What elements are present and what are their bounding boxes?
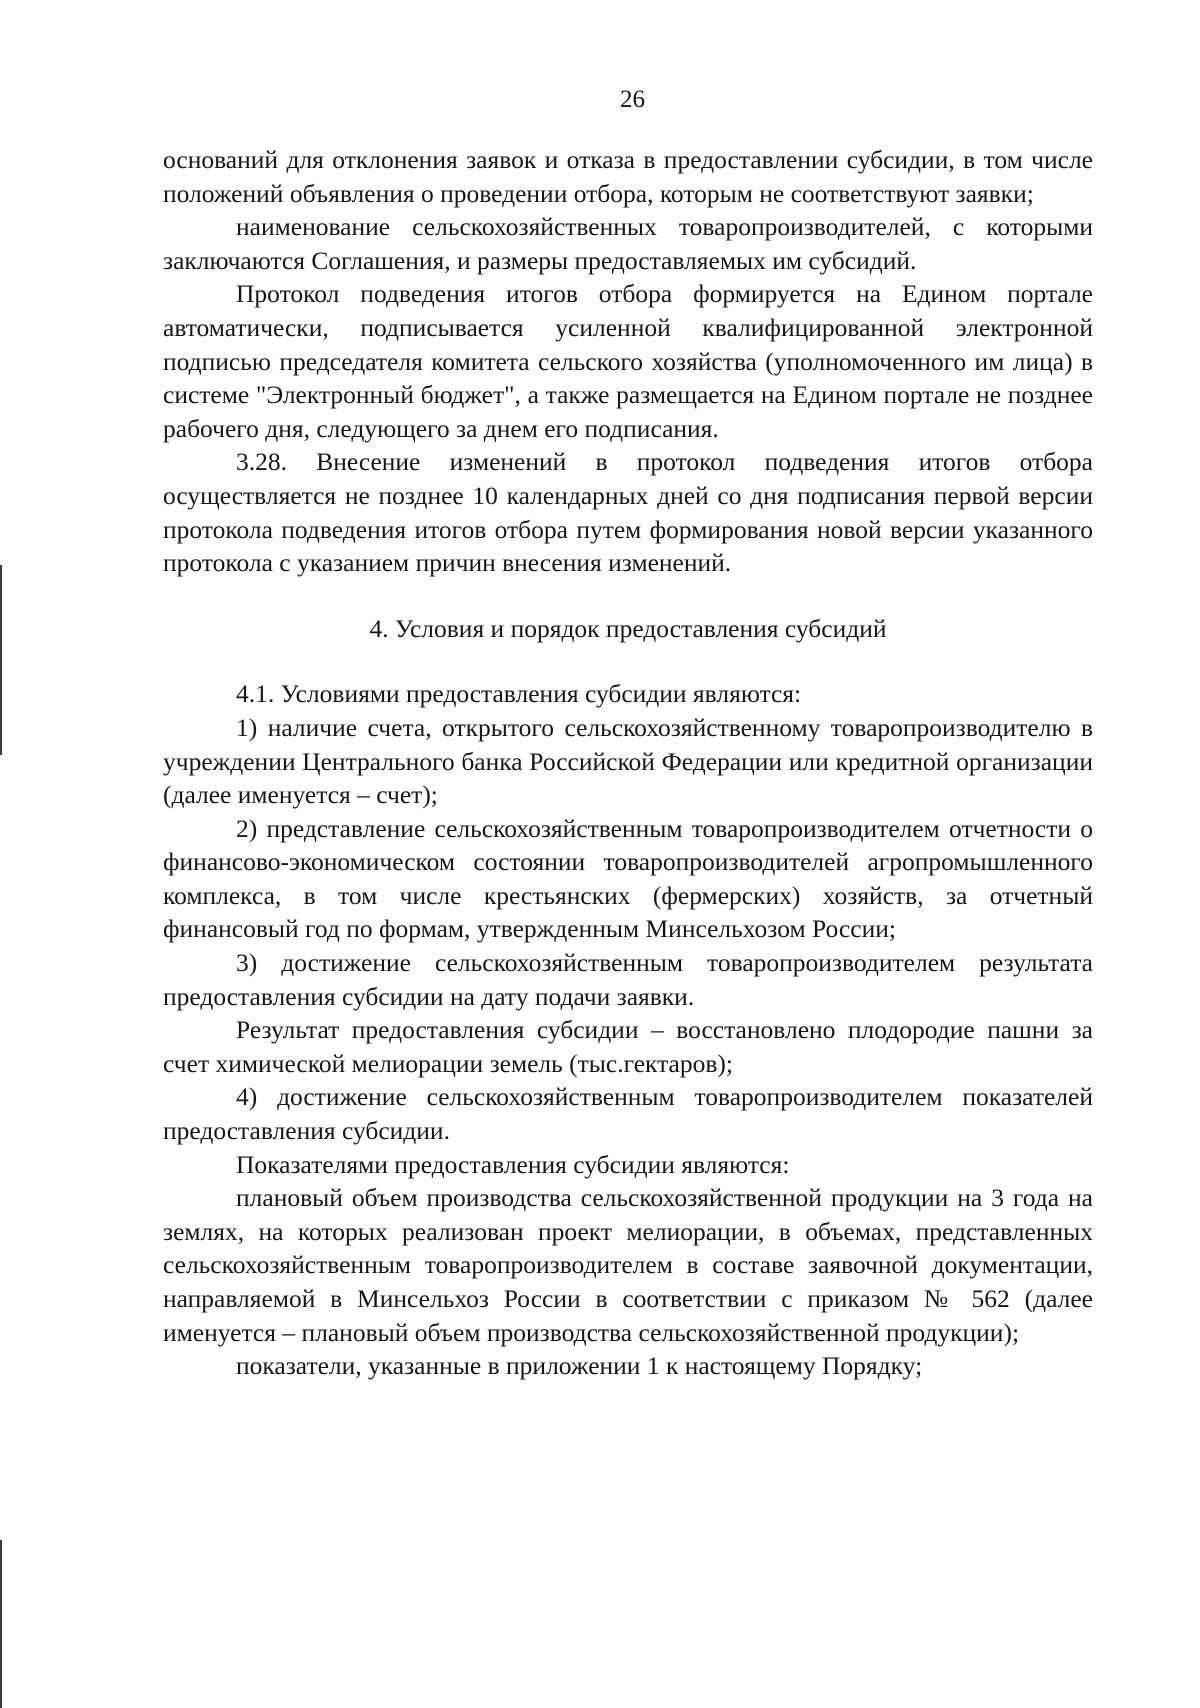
- page-number: 26: [620, 86, 645, 113]
- paragraph-condition-1: 1) наличие счета, открытого сельскохозяйственному товаропроизводителю в учреждении Центрального банка Российской Федерации или кредитной организации (далее именуется – счет);: [163, 712, 1093, 810]
- paragraph-result: Результат предоставления субсидии – восстановлено плодородие пашни за счет химической мелиорации земель (тыс.гектаров);: [163, 1015, 1093, 1078]
- paragraph-grounds: оснований для отклонения заявок и отказа в предоставлении субсидии, в том числе положений объявления о проведении отбора, которым не соответствуют заявки;: [163, 145, 1093, 208]
- paragraph-protocol: Протокол подведения итогов отбора формируется на Едином портале автоматически, подписывается усиленной квалифицированной электронной подписью председателя комитета сельского хозяйства (уполномоченного им лица) в системе "Электронный бюджет", а также размещается на Едином портале не позднее рабочего дня, следующего за днем его подписания.: [163, 279, 1093, 443]
- document-body: [163, 143, 1093, 1383]
- paragraph-indicators-intro: Показателями предоставления субсидии являются:: [236, 1149, 790, 1179]
- paragraph-4-1: 4.1. Условиями предоставления субсидии являются:: [236, 679, 802, 709]
- paragraph-condition-3: 3) достижение сельскохозяйственным товаропроизводителем результата предоставления субсидии на дату подачи заявки.: [163, 948, 1093, 1011]
- paragraph-planned-volume: плановый объем производства сельскохозяйственной продукции на 3 года на землях, на которых реализован проект мелиорации, в объемах, представленных сельскохозяйственным товаропроизводителем в составе заявочной документации, направляемой в Минсельхоз России в соответствии с приказом № 562 (далее именуется – плановый объем производства сельскохозяйственной продукции);: [163, 1183, 1093, 1347]
- paragraph-condition-4: 4) достижение сельскохозяйственным товаропроизводителем показателей предоставления субсидии.: [163, 1082, 1093, 1146]
- scan-edge-mark-bottom: [0, 1540, 2, 1708]
- section-heading: 4. Условия и порядок предоставления субсидий: [369, 613, 887, 643]
- scan-edge-mark-top: [0, 565, 2, 755]
- paragraph-producer-names: наименование сельскохозяйственных товаропроизводителей, с которыми заключаются Соглашения, и размеры предоставляемых им субсидий.: [163, 212, 1093, 275]
- paragraph-condition-2: 2) представление сельскохозяйственным товаропроизводителем отчетности о финансово-экономическом состоянии товаропроизводителей агропромышленного комплекса, в том числе крестьянских (фермерских) хозяйств, за отчетный финансовый год по формам, утвержденным Минсельхозом России;: [163, 813, 1093, 944]
- paragraph-3-28: 3.28. Внесение изменений в протокол подведения итогов отбора осуществляется не позднее 10 календарных дней со дня подписания первой версии протокола подведения итогов отбора путем формирования новой версии указанного протокола с указанием причин внесения изменений.: [163, 447, 1093, 578]
- paragraph-appendix-indicators: показатели, указанные в приложении 1 к настоящему Порядку;: [236, 1351, 923, 1381]
